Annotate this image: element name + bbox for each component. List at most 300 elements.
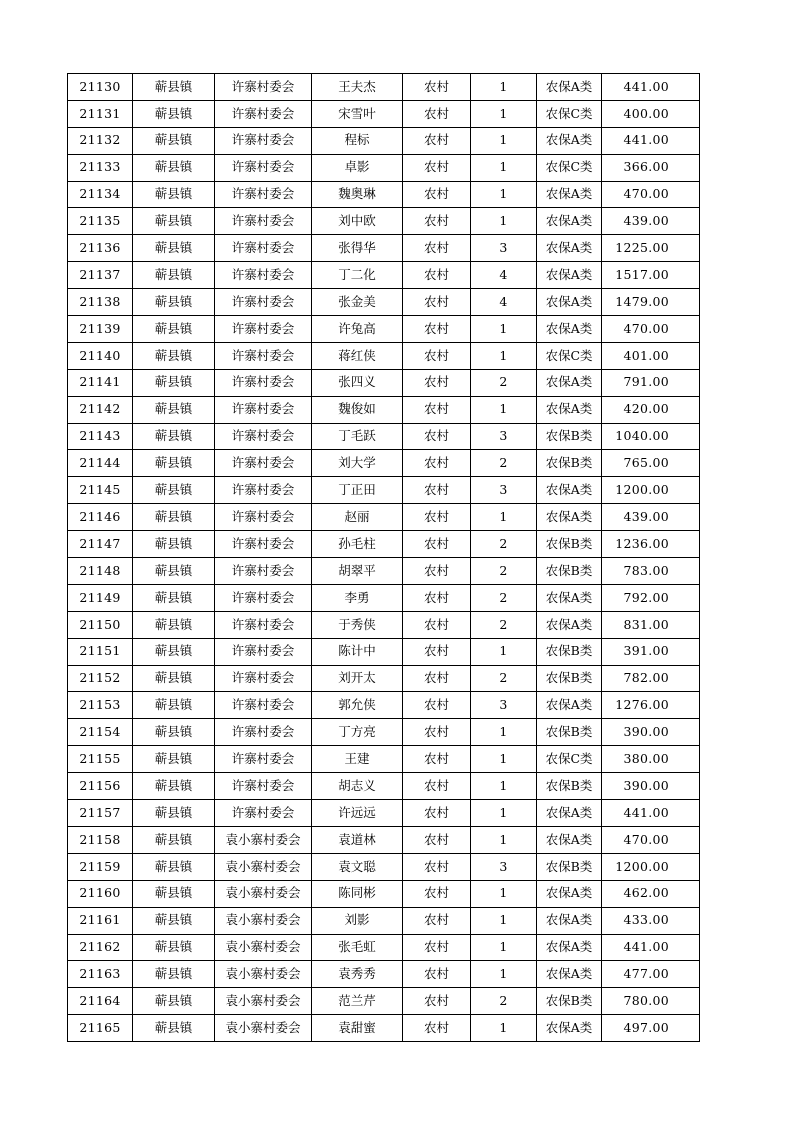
insurance-category-cell: 农保B类 (537, 773, 602, 800)
amount-cell: 765.00 (602, 450, 700, 477)
household-type-cell: 农村 (403, 316, 471, 343)
amount-cell: 420.00 (602, 396, 700, 423)
table-row (68, 1015, 700, 1042)
person-name-cell: 李勇 (312, 584, 403, 611)
insurance-category-cell: 农保A类 (537, 961, 602, 988)
member-count-cell: 1 (471, 746, 537, 773)
town-cell: 蕲县镇 (133, 880, 215, 907)
insurance-category-cell: 农保A类 (537, 880, 602, 907)
person-name-cell: 张毛虹 (312, 934, 403, 961)
serial-number-cell: 21148 (68, 558, 133, 585)
person-name-cell: 刘开太 (312, 665, 403, 692)
village-committee-cell: 许寨村委会 (215, 396, 312, 423)
amount-cell: 1236.00 (602, 531, 700, 558)
amount-cell: 831.00 (602, 611, 700, 638)
person-name-cell: 刘影 (312, 907, 403, 934)
amount-cell: 477.00 (602, 961, 700, 988)
person-name-cell: 陈同彬 (312, 880, 403, 907)
table-row (68, 504, 700, 531)
serial-number-cell: 21134 (68, 181, 133, 208)
village-committee-cell: 袁小寨村委会 (215, 853, 312, 880)
town-cell: 蕲县镇 (133, 826, 215, 853)
amount-cell: 391.00 (602, 638, 700, 665)
insurance-category-cell: 农保B类 (537, 531, 602, 558)
insurance-category-cell: 农保A类 (537, 504, 602, 531)
serial-number-cell: 21140 (68, 342, 133, 369)
person-name-cell: 王建 (312, 746, 403, 773)
serial-number-cell: 21130 (68, 74, 133, 101)
village-committee-cell: 许寨村委会 (215, 611, 312, 638)
insurance-category-cell: 农保A类 (537, 477, 602, 504)
amount-cell: 441.00 (602, 74, 700, 101)
household-type-cell: 农村 (403, 584, 471, 611)
amount-cell: 433.00 (602, 907, 700, 934)
village-committee-cell: 许寨村委会 (215, 584, 312, 611)
insurance-category-cell: 农保C类 (537, 100, 602, 127)
member-count-cell: 1 (471, 504, 537, 531)
insurance-category-cell: 农保B类 (537, 450, 602, 477)
household-type-cell: 农村 (403, 450, 471, 477)
town-cell: 蕲县镇 (133, 853, 215, 880)
amount-cell: 792.00 (602, 584, 700, 611)
insurance-category-cell: 农保B类 (537, 853, 602, 880)
member-count-cell: 3 (471, 692, 537, 719)
village-committee-cell: 许寨村委会 (215, 719, 312, 746)
person-name-cell: 于秀侠 (312, 611, 403, 638)
amount-cell: 783.00 (602, 558, 700, 585)
amount-cell: 441.00 (602, 800, 700, 827)
insurance-category-cell: 农保C类 (537, 154, 602, 181)
person-name-cell: 丁二化 (312, 262, 403, 289)
insurance-category-cell: 农保B类 (537, 423, 602, 450)
serial-number-cell: 21164 (68, 988, 133, 1015)
town-cell: 蕲县镇 (133, 934, 215, 961)
member-count-cell: 2 (471, 558, 537, 585)
village-committee-cell: 许寨村委会 (215, 181, 312, 208)
town-cell: 蕲县镇 (133, 988, 215, 1015)
amount-cell: 441.00 (602, 127, 700, 154)
town-cell: 蕲县镇 (133, 316, 215, 343)
person-name-cell: 胡志义 (312, 773, 403, 800)
amount-cell: 1200.00 (602, 853, 700, 880)
town-cell: 蕲县镇 (133, 531, 215, 558)
person-name-cell: 许兔高 (312, 316, 403, 343)
amount-cell: 780.00 (602, 988, 700, 1015)
household-type-cell: 农村 (403, 907, 471, 934)
amount-cell: 1200.00 (602, 477, 700, 504)
insurance-category-cell: 农保B类 (537, 719, 602, 746)
household-type-cell: 农村 (403, 611, 471, 638)
serial-number-cell: 21145 (68, 477, 133, 504)
table-row (68, 611, 700, 638)
member-count-cell: 1 (471, 934, 537, 961)
table-row (68, 988, 700, 1015)
household-type-cell: 农村 (403, 988, 471, 1015)
table-row (68, 100, 700, 127)
insurance-category-cell: 农保A类 (537, 934, 602, 961)
person-name-cell: 范兰芹 (312, 988, 403, 1015)
town-cell: 蕲县镇 (133, 423, 215, 450)
household-type-cell: 农村 (403, 880, 471, 907)
roster-body (68, 74, 700, 1042)
member-count-cell: 1 (471, 1015, 537, 1042)
insurance-category-cell: 农保A类 (537, 181, 602, 208)
insurance-category-cell: 农保A类 (537, 316, 602, 343)
serial-number-cell: 21150 (68, 611, 133, 638)
household-type-cell: 农村 (403, 934, 471, 961)
village-committee-cell: 许寨村委会 (215, 504, 312, 531)
village-committee-cell: 袁小寨村委会 (215, 1015, 312, 1042)
member-count-cell: 1 (471, 961, 537, 988)
household-type-cell: 农村 (403, 208, 471, 235)
table-row (68, 800, 700, 827)
insurance-category-cell: 农保C类 (537, 342, 602, 369)
amount-cell: 1225.00 (602, 235, 700, 262)
household-type-cell: 农村 (403, 154, 471, 181)
village-committee-cell: 许寨村委会 (215, 262, 312, 289)
household-type-cell: 农村 (403, 235, 471, 262)
town-cell: 蕲县镇 (133, 127, 215, 154)
village-committee-cell: 许寨村委会 (215, 369, 312, 396)
serial-number-cell: 21161 (68, 907, 133, 934)
village-committee-cell: 许寨村委会 (215, 423, 312, 450)
table-row (68, 477, 700, 504)
person-name-cell: 郭允侠 (312, 692, 403, 719)
table-row (68, 262, 700, 289)
town-cell: 蕲县镇 (133, 154, 215, 181)
insurance-category-cell: 农保A类 (537, 74, 602, 101)
town-cell: 蕲县镇 (133, 342, 215, 369)
table-row (68, 719, 700, 746)
member-count-cell: 2 (471, 988, 537, 1015)
village-committee-cell: 许寨村委会 (215, 100, 312, 127)
household-type-cell: 农村 (403, 504, 471, 531)
table-row (68, 289, 700, 316)
table-row (68, 746, 700, 773)
member-count-cell: 1 (471, 396, 537, 423)
household-type-cell: 农村 (403, 558, 471, 585)
serial-number-cell: 21165 (68, 1015, 133, 1042)
household-type-cell: 农村 (403, 826, 471, 853)
person-name-cell: 袁秀秀 (312, 961, 403, 988)
serial-number-cell: 21139 (68, 316, 133, 343)
serial-number-cell: 21154 (68, 719, 133, 746)
amount-cell: 1479.00 (602, 289, 700, 316)
village-committee-cell: 许寨村委会 (215, 127, 312, 154)
serial-number-cell: 21158 (68, 826, 133, 853)
household-type-cell: 农村 (403, 638, 471, 665)
amount-cell: 390.00 (602, 719, 700, 746)
household-type-cell: 农村 (403, 342, 471, 369)
village-committee-cell: 许寨村委会 (215, 531, 312, 558)
serial-number-cell: 21160 (68, 880, 133, 907)
town-cell: 蕲县镇 (133, 504, 215, 531)
amount-cell: 782.00 (602, 665, 700, 692)
amount-cell: 439.00 (602, 504, 700, 531)
table-row (68, 154, 700, 181)
member-count-cell: 2 (471, 450, 537, 477)
town-cell: 蕲县镇 (133, 961, 215, 988)
member-count-cell: 1 (471, 316, 537, 343)
household-type-cell: 农村 (403, 800, 471, 827)
amount-cell: 380.00 (602, 746, 700, 773)
village-committee-cell: 袁小寨村委会 (215, 826, 312, 853)
insurance-category-cell: 农保B类 (537, 558, 602, 585)
table-row (68, 638, 700, 665)
amount-cell: 441.00 (602, 934, 700, 961)
insurance-category-cell: 农保C类 (537, 746, 602, 773)
member-count-cell: 1 (471, 800, 537, 827)
town-cell: 蕲县镇 (133, 74, 215, 101)
table-row (68, 880, 700, 907)
insurance-category-cell: 农保A类 (537, 369, 602, 396)
serial-number-cell: 21152 (68, 665, 133, 692)
member-count-cell: 1 (471, 719, 537, 746)
village-committee-cell: 许寨村委会 (215, 316, 312, 343)
insurance-category-cell: 农保B类 (537, 638, 602, 665)
town-cell: 蕲县镇 (133, 558, 215, 585)
person-name-cell: 魏奥琳 (312, 181, 403, 208)
person-name-cell: 张得华 (312, 235, 403, 262)
town-cell: 蕲县镇 (133, 692, 215, 719)
serial-number-cell: 21159 (68, 853, 133, 880)
member-count-cell: 1 (471, 638, 537, 665)
town-cell: 蕲县镇 (133, 665, 215, 692)
insurance-category-cell: 农保A类 (537, 826, 602, 853)
person-name-cell: 丁正田 (312, 477, 403, 504)
table-row (68, 531, 700, 558)
village-committee-cell: 许寨村委会 (215, 450, 312, 477)
person-name-cell: 魏俊如 (312, 396, 403, 423)
member-count-cell: 3 (471, 477, 537, 504)
serial-number-cell: 21151 (68, 638, 133, 665)
table-row (68, 692, 700, 719)
person-name-cell: 王夫杰 (312, 74, 403, 101)
table-row (68, 127, 700, 154)
person-name-cell: 赵丽 (312, 504, 403, 531)
village-committee-cell: 许寨村委会 (215, 235, 312, 262)
subsidy-roster-table (67, 73, 700, 1042)
town-cell: 蕲县镇 (133, 235, 215, 262)
person-name-cell: 许远远 (312, 800, 403, 827)
village-committee-cell: 许寨村委会 (215, 638, 312, 665)
town-cell: 蕲县镇 (133, 800, 215, 827)
household-type-cell: 农村 (403, 1015, 471, 1042)
insurance-category-cell: 农保A类 (537, 584, 602, 611)
household-type-cell: 农村 (403, 746, 471, 773)
household-type-cell: 农村 (403, 74, 471, 101)
town-cell: 蕲县镇 (133, 369, 215, 396)
insurance-category-cell: 农保A类 (537, 1015, 602, 1042)
table-row (68, 934, 700, 961)
village-committee-cell: 袁小寨村委会 (215, 907, 312, 934)
town-cell: 蕲县镇 (133, 396, 215, 423)
serial-number-cell: 21147 (68, 531, 133, 558)
insurance-category-cell: 农保B类 (537, 988, 602, 1015)
person-name-cell: 袁道林 (312, 826, 403, 853)
household-type-cell: 农村 (403, 100, 471, 127)
household-type-cell: 农村 (403, 423, 471, 450)
village-committee-cell: 许寨村委会 (215, 773, 312, 800)
town-cell: 蕲县镇 (133, 611, 215, 638)
household-type-cell: 农村 (403, 262, 471, 289)
serial-number-cell: 21146 (68, 504, 133, 531)
serial-number-cell: 21141 (68, 369, 133, 396)
amount-cell: 390.00 (602, 773, 700, 800)
table-row (68, 208, 700, 235)
serial-number-cell: 21138 (68, 289, 133, 316)
table-row (68, 342, 700, 369)
household-type-cell: 农村 (403, 127, 471, 154)
town-cell: 蕲县镇 (133, 746, 215, 773)
insurance-category-cell: 农保A类 (537, 396, 602, 423)
person-name-cell: 袁甜蜜 (312, 1015, 403, 1042)
person-name-cell: 胡翠平 (312, 558, 403, 585)
member-count-cell: 4 (471, 289, 537, 316)
person-name-cell: 刘中欧 (312, 208, 403, 235)
village-committee-cell: 袁小寨村委会 (215, 988, 312, 1015)
town-cell: 蕲县镇 (133, 262, 215, 289)
amount-cell: 462.00 (602, 880, 700, 907)
person-name-cell: 丁方亮 (312, 719, 403, 746)
serial-number-cell: 21137 (68, 262, 133, 289)
table-row (68, 181, 700, 208)
household-type-cell: 农村 (403, 961, 471, 988)
table-row (68, 907, 700, 934)
town-cell: 蕲县镇 (133, 450, 215, 477)
member-count-cell: 1 (471, 181, 537, 208)
village-committee-cell: 袁小寨村委会 (215, 880, 312, 907)
town-cell: 蕲县镇 (133, 584, 215, 611)
person-name-cell: 丁毛跃 (312, 423, 403, 450)
town-cell: 蕲县镇 (133, 289, 215, 316)
household-type-cell: 农村 (403, 531, 471, 558)
person-name-cell: 孙毛柱 (312, 531, 403, 558)
household-type-cell: 农村 (403, 396, 471, 423)
serial-number-cell: 21155 (68, 746, 133, 773)
member-count-cell: 4 (471, 262, 537, 289)
table-row (68, 235, 700, 262)
amount-cell: 470.00 (602, 316, 700, 343)
member-count-cell: 3 (471, 423, 537, 450)
member-count-cell: 1 (471, 74, 537, 101)
town-cell: 蕲县镇 (133, 208, 215, 235)
serial-number-cell: 21142 (68, 396, 133, 423)
household-type-cell: 农村 (403, 477, 471, 504)
amount-cell: 470.00 (602, 826, 700, 853)
amount-cell: 366.00 (602, 154, 700, 181)
household-type-cell: 农村 (403, 665, 471, 692)
member-count-cell: 2 (471, 665, 537, 692)
village-committee-cell: 许寨村委会 (215, 746, 312, 773)
town-cell: 蕲县镇 (133, 477, 215, 504)
person-name-cell: 程标 (312, 127, 403, 154)
village-committee-cell: 袁小寨村委会 (215, 934, 312, 961)
town-cell: 蕲县镇 (133, 181, 215, 208)
village-committee-cell: 许寨村委会 (215, 289, 312, 316)
member-count-cell: 1 (471, 100, 537, 127)
insurance-category-cell: 农保A类 (537, 611, 602, 638)
amount-cell: 401.00 (602, 342, 700, 369)
insurance-category-cell: 农保A类 (537, 208, 602, 235)
table-row (68, 74, 700, 101)
village-committee-cell: 袁小寨村委会 (215, 961, 312, 988)
member-count-cell: 2 (471, 531, 537, 558)
town-cell: 蕲县镇 (133, 638, 215, 665)
person-name-cell: 张金美 (312, 289, 403, 316)
amount-cell: 497.00 (602, 1015, 700, 1042)
member-count-cell: 2 (471, 369, 537, 396)
serial-number-cell: 21162 (68, 934, 133, 961)
serial-number-cell: 21131 (68, 100, 133, 127)
amount-cell: 439.00 (602, 208, 700, 235)
serial-number-cell: 21135 (68, 208, 133, 235)
table-row (68, 961, 700, 988)
table-row (68, 773, 700, 800)
household-type-cell: 农村 (403, 181, 471, 208)
person-name-cell: 陈计中 (312, 638, 403, 665)
amount-cell: 470.00 (602, 181, 700, 208)
person-name-cell: 卓影 (312, 154, 403, 181)
insurance-category-cell: 农保B类 (537, 665, 602, 692)
person-name-cell: 刘大学 (312, 450, 403, 477)
amount-cell: 400.00 (602, 100, 700, 127)
amount-cell: 1517.00 (602, 262, 700, 289)
insurance-category-cell: 农保A类 (537, 800, 602, 827)
table-row (68, 584, 700, 611)
village-committee-cell: 许寨村委会 (215, 208, 312, 235)
table-row (68, 558, 700, 585)
serial-number-cell: 21157 (68, 800, 133, 827)
insurance-category-cell: 农保A类 (537, 907, 602, 934)
amount-cell: 1040.00 (602, 423, 700, 450)
member-count-cell: 1 (471, 342, 537, 369)
table-row (68, 369, 700, 396)
person-name-cell: 宋雪叶 (312, 100, 403, 127)
village-committee-cell: 许寨村委会 (215, 154, 312, 181)
village-committee-cell: 许寨村委会 (215, 692, 312, 719)
serial-number-cell: 21153 (68, 692, 133, 719)
member-count-cell: 1 (471, 880, 537, 907)
village-committee-cell: 许寨村委会 (215, 665, 312, 692)
household-type-cell: 农村 (403, 289, 471, 316)
serial-number-cell: 21144 (68, 450, 133, 477)
village-committee-cell: 许寨村委会 (215, 558, 312, 585)
member-count-cell: 1 (471, 907, 537, 934)
household-type-cell: 农村 (403, 692, 471, 719)
serial-number-cell: 21132 (68, 127, 133, 154)
town-cell: 蕲县镇 (133, 100, 215, 127)
insurance-category-cell: 农保A类 (537, 692, 602, 719)
person-name-cell: 张四义 (312, 369, 403, 396)
table-row (68, 853, 700, 880)
member-count-cell: 1 (471, 773, 537, 800)
table-row (68, 826, 700, 853)
household-type-cell: 农村 (403, 773, 471, 800)
village-committee-cell: 许寨村委会 (215, 800, 312, 827)
village-committee-cell: 许寨村委会 (215, 342, 312, 369)
insurance-category-cell: 农保A类 (537, 127, 602, 154)
table-row (68, 665, 700, 692)
table-row (68, 316, 700, 343)
serial-number-cell: 21133 (68, 154, 133, 181)
serial-number-cell: 21163 (68, 961, 133, 988)
insurance-category-cell: 农保A类 (537, 289, 602, 316)
town-cell: 蕲县镇 (133, 719, 215, 746)
village-committee-cell: 许寨村委会 (215, 477, 312, 504)
member-count-cell: 3 (471, 235, 537, 262)
person-name-cell: 蒋红侠 (312, 342, 403, 369)
